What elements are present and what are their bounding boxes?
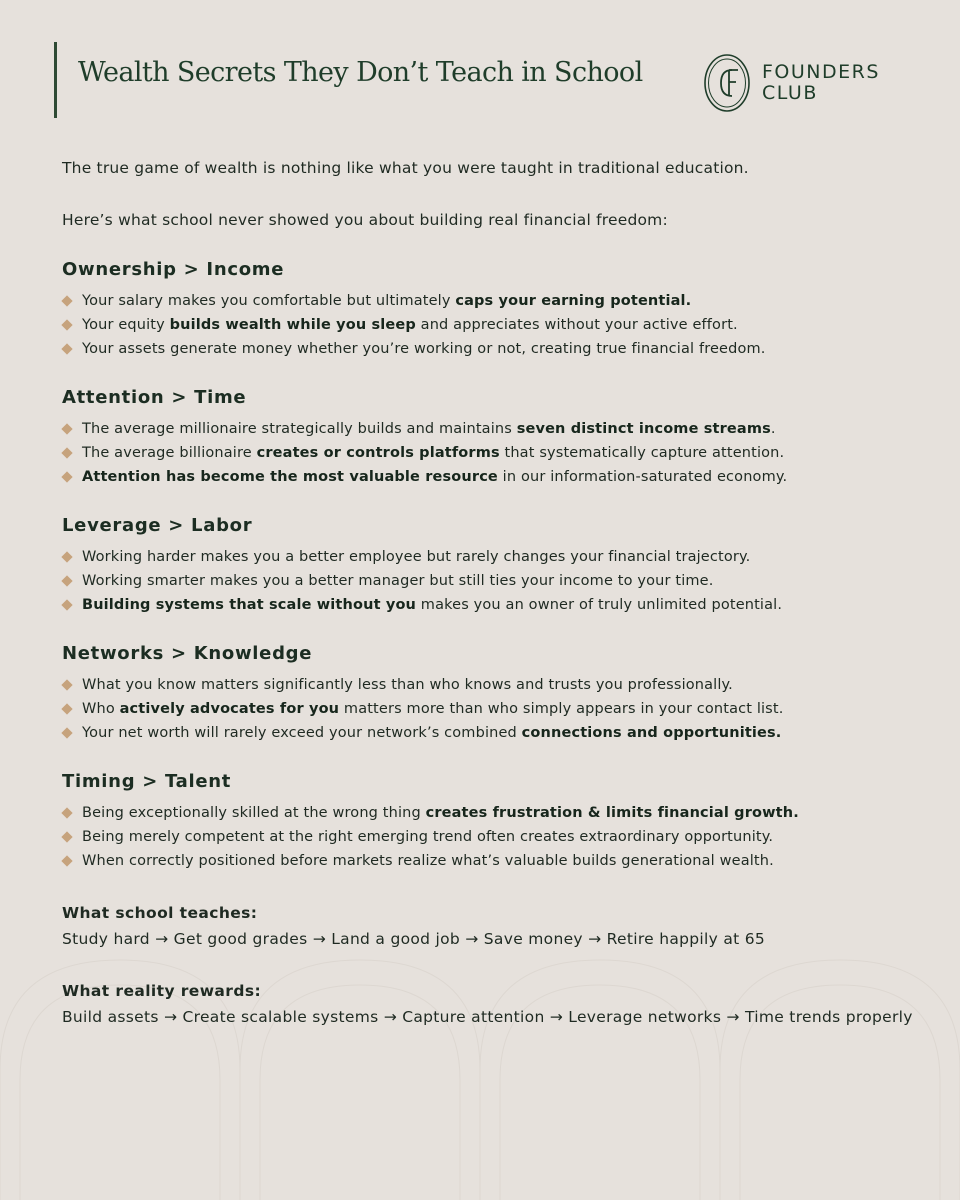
section-heading: Attention > Time: [62, 387, 247, 408]
list-item: [62, 697, 922, 721]
emphasis-text: caps your earning potential.: [455, 293, 692, 309]
list-item: [62, 721, 922, 745]
summary-flow-text: Build assets → Create scalable systems → Capture attention → Leverage networks → Time trends properly: [62, 1008, 913, 1026]
list-item: [62, 545, 922, 569]
item-text: Working smarter makes you a better manager but still ties your income to your time.: [82, 573, 714, 589]
item-text: When correctly positioned before markets realize what’s valuable builds generational wealth.: [82, 853, 774, 869]
emphasis-text: creates or controls platforms: [256, 445, 500, 461]
item-text: Your net worth will rarely exceed your network’s combined: [82, 725, 522, 741]
intro-paragraph: The true game of wealth is nothing like what you were taught in traditional education.: [62, 159, 749, 177]
section-ownership-income: [62, 257, 922, 361]
fc-monogram-icon: [702, 52, 752, 114]
diamond-bullet-icon: [61, 575, 72, 586]
section-attention-time: [62, 385, 922, 489]
bullet-list: [62, 417, 922, 489]
emphasis-text: connections and opportunities.: [521, 725, 782, 741]
logo-wordmark: [762, 62, 880, 104]
summary-block: [62, 901, 922, 1029]
item-text: Being exceptionally skilled at the wrong thing: [82, 805, 426, 821]
main-content: [62, 155, 922, 1029]
diamond-bullet-icon: [61, 807, 72, 818]
section-heading: Ownership > Income: [62, 259, 285, 280]
emphasis-text: seven distinct income streams: [516, 421, 771, 437]
logo-line-2: CLUB: [762, 82, 818, 104]
section-heading: Leverage > Labor: [62, 515, 253, 536]
item-text: Working harder makes you a better employee but rarely changes your financial trajectory.: [82, 549, 751, 565]
item-text: The average millionaire strategically builds and maintains: [82, 421, 517, 437]
section-timing-talent: [62, 769, 922, 873]
title-accent-bar: [54, 42, 57, 118]
list-item: [62, 417, 922, 441]
list-item: [62, 673, 922, 697]
emphasis-text: creates frustration & limits financial growth.: [425, 805, 799, 821]
list-item: [62, 441, 922, 465]
item-text: .: [770, 421, 776, 437]
diamond-bullet-icon: [61, 703, 72, 714]
diamond-bullet-icon: [61, 319, 72, 330]
diamond-bullet-icon: [61, 727, 72, 738]
item-text: and appreciates without your active effort.: [415, 317, 738, 333]
emphasis-text: builds wealth while you sleep: [169, 317, 416, 333]
item-text: Being merely competent at the right emerging trend often creates extraordinary opportunity.: [82, 829, 774, 845]
bullet-list: [62, 545, 922, 617]
section-networks-knowledge: [62, 641, 922, 745]
item-text: The average billionaire: [82, 445, 257, 461]
bullet-list: [62, 673, 922, 745]
item-text: Who: [82, 701, 120, 717]
list-item: [62, 313, 922, 337]
list-item: [62, 569, 922, 593]
intro-paragraph: Here’s what school never showed you about building real financial freedom:: [62, 211, 668, 229]
summary-heading: What school teaches:: [62, 904, 258, 922]
emphasis-text: actively advocates for you: [119, 701, 340, 717]
bullet-list: [62, 801, 922, 873]
section-leverage-labor: [62, 513, 922, 617]
summary-flow-text: Study hard → Get good grades → Land a good job → Save money → Retire happily at 65: [62, 930, 766, 948]
diamond-bullet-icon: [61, 855, 72, 866]
diamond-bullet-icon: [61, 831, 72, 842]
item-text: makes you an owner of truly unlimited potential.: [416, 597, 783, 613]
item-text: Your assets generate money whether you’re working or not, creating true financial freedom.: [82, 341, 766, 357]
emphasis-text: Attention has become the most valuable resource: [82, 469, 498, 485]
item-text: Your equity: [82, 317, 170, 333]
list-item: [62, 825, 922, 849]
bullet-list: [62, 289, 922, 361]
sections-list: [62, 257, 922, 873]
diamond-bullet-icon: [61, 551, 72, 562]
item-text: that systematically capture attention.: [499, 445, 785, 461]
diamond-bullet-icon: [61, 471, 72, 482]
list-item: [62, 337, 922, 361]
list-item: [62, 849, 922, 873]
diamond-bullet-icon: [61, 423, 72, 434]
founders-club-logo: [702, 52, 932, 114]
item-text: Your salary makes you comfortable but ultimately: [82, 293, 456, 309]
logo-line-1: FOUNDERS: [762, 61, 880, 83]
item-text: What you know matters significantly less than who knows and trusts you professionally.: [82, 677, 733, 693]
diamond-bullet-icon: [61, 447, 72, 458]
emphasis-text: Building systems that scale without you: [82, 597, 417, 613]
header: [54, 42, 924, 120]
section-heading: Timing > Talent: [62, 771, 232, 792]
summary-heading: What reality rewards:: [62, 982, 262, 1000]
diamond-bullet-icon: [61, 343, 72, 354]
diamond-bullet-icon: [61, 599, 72, 610]
item-text: in our information-saturated economy.: [497, 469, 788, 485]
item-text: matters more than who simply appears in your contact list.: [339, 701, 784, 717]
page-title: Wealth Secrets They Don’t Teach in School: [78, 57, 643, 88]
list-item: [62, 801, 922, 825]
list-item: [62, 289, 922, 313]
diamond-bullet-icon: [61, 679, 72, 690]
diamond-bullet-icon: [61, 295, 72, 306]
list-item: [62, 465, 922, 489]
list-item: [62, 593, 922, 617]
section-heading: Networks > Knowledge: [62, 643, 313, 664]
